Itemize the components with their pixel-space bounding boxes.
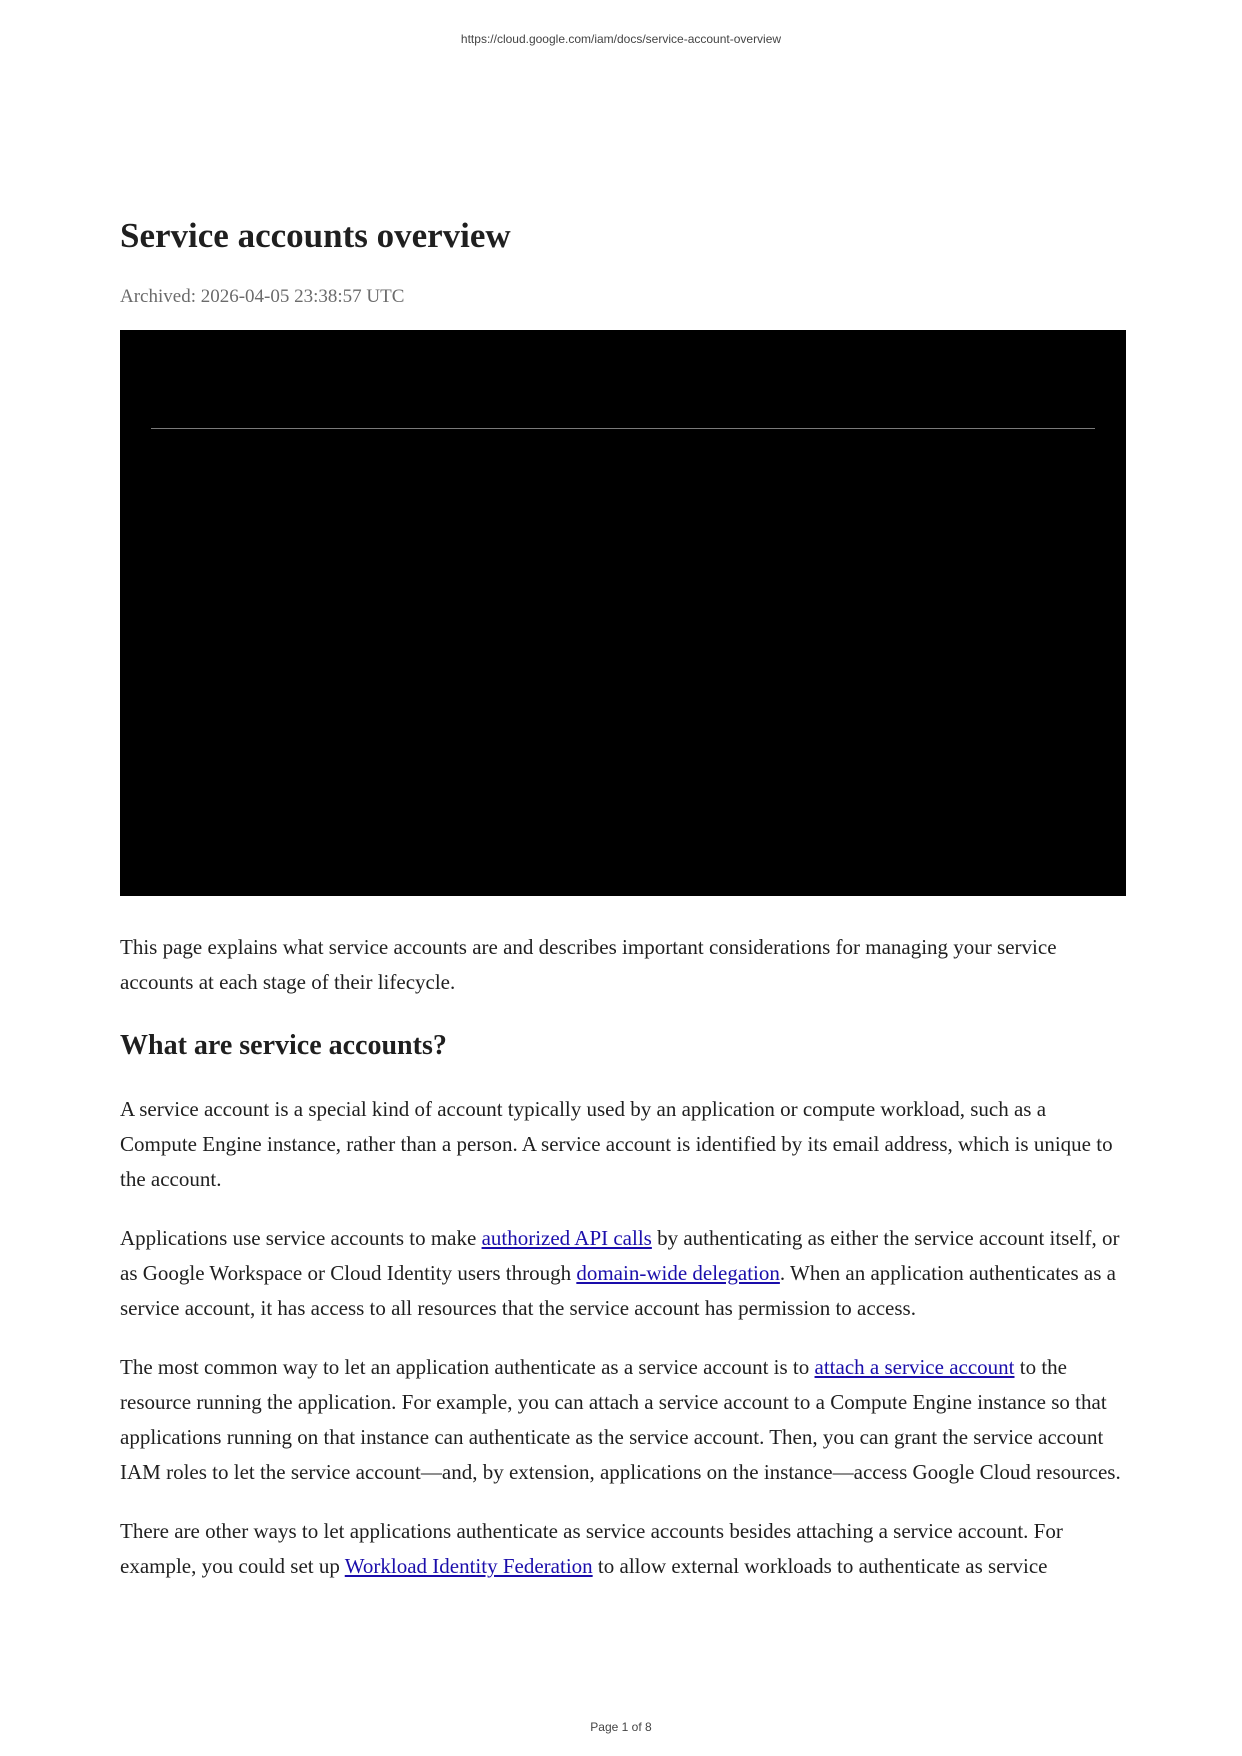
text-run: Applications use service accounts to make [120,1226,482,1250]
link-attach-service-account[interactable]: attach a service account [814,1355,1015,1379]
video-embed[interactable] [120,330,1126,896]
text-run: to the resource running the application. For example, you can attach a service account to a Compute Engine instance so that applications running on that instance can authenticate as the service account. Then, you can grant the service account IAM roles to let the service account—and, by extension, applications on the instance—access Google Cloud resources. [120,1355,1121,1484]
archived-timestamp: Archived: 2026-04-05 23:38:57 UTC [120,286,405,307]
section-heading-what-are-service-accounts: What are service accounts? [120,1030,447,1061]
text-run: to allow external workloads to authenticate as service [592,1554,1048,1578]
intro-paragraph: This page explains what service accounts are and describes important considerations for managing your service accounts at each stage of their lifecycle. [120,935,1057,994]
paragraph-definition: A service account is a special kind of account typically used by an application or compute workload, such as a Compute Engine instance, rather than a person. A service account is identified by its email address, which is unique to the account. [120,1097,1113,1191]
text-run: by authenticating as either the service account itself, or as Google Workspace or Cloud Identity users through [120,1226,1120,1285]
video-divider-line [151,428,1095,429]
article-content [120,214,1126,1584]
paragraph-other-ways [120,1514,1126,1584]
paragraph-attach-service-account [120,1350,1126,1490]
text-run: . When an application authenticates as a service account, it has access to all resources that the service account has permission to access. [120,1261,1116,1320]
text-run: There are other ways to let applications authenticate as service accounts besides attaching a service account. For example, you could set up [120,1519,1063,1578]
link-domain-wide-delegation[interactable]: domain-wide delegation [576,1261,780,1285]
link-authorized-api-calls[interactable]: authorized API calls [481,1226,652,1250]
page-number-footer: Page 1 of 8 [590,1720,652,1734]
page-url-header: https://cloud.google.com/iam/docs/service-account-overview [460,32,782,46]
page-title: Service accounts overview [120,216,511,255]
paragraph-api-calls [120,1221,1126,1326]
text-run: The most common way to let an application authenticate as a service account is to [120,1355,815,1379]
link-workload-identity-federation[interactable]: Workload Identity Federation [344,1554,593,1578]
